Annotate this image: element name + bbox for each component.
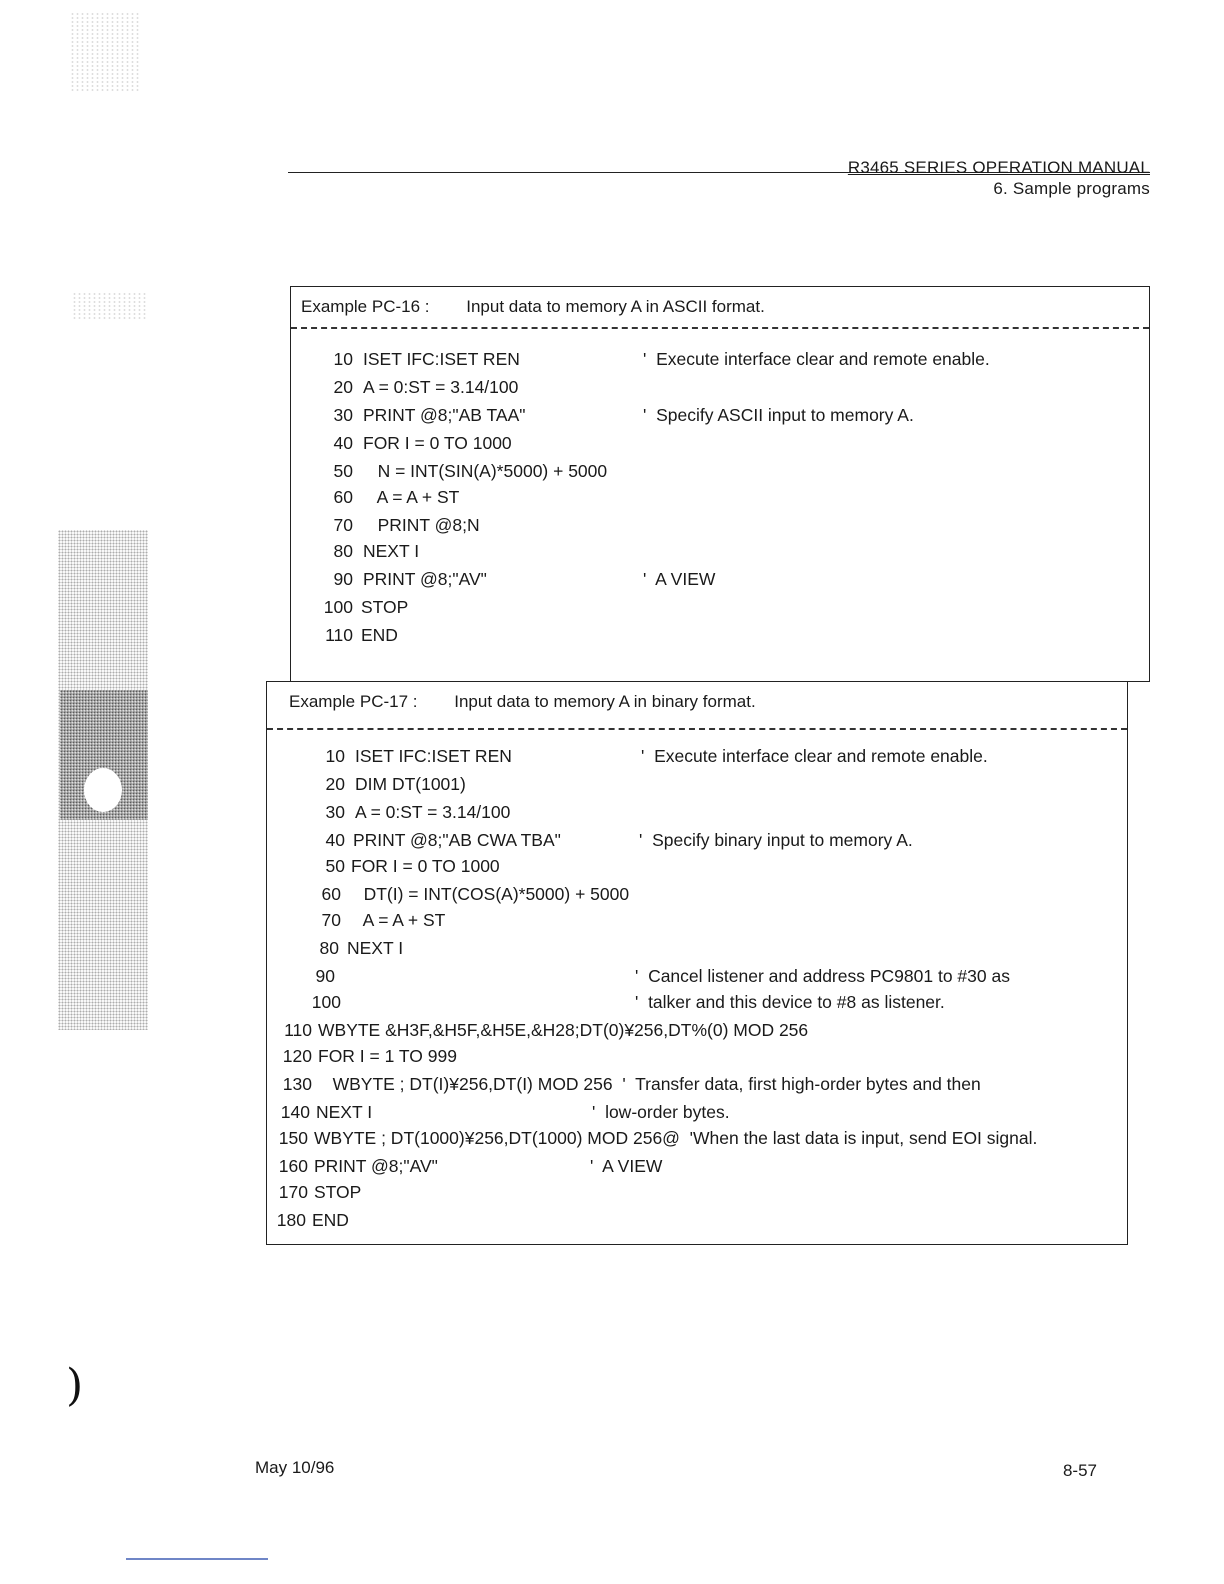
code-statement: STOP [361,597,409,617]
line-number: 90 [333,569,353,589]
code-statement: PRINT @8;N [363,515,480,535]
line-number: 20 [325,774,345,794]
scan-edge-line [126,1558,268,1560]
code-statement: A = 0:ST = 3.14/100 [355,802,511,822]
line-number: 180 [276,1210,306,1230]
manual-title: R3465 SERIES OPERATION MANUAL [847,158,1150,177]
code-statement: PRINT @8;"AB CWA TBA" [353,830,561,850]
example-description: Input data to memory A in binary format. [454,692,756,711]
code-comment: ' Execute interface clear and remote enable. [641,746,988,766]
example-description: Input data to memory A in ASCII format. [466,297,765,316]
code-statement: WBYTE ; DT(1000)¥256,DT(1000) MOD 256@ 'When the last data is input, send EOI signal. [314,1128,1038,1148]
line-number: 20 [333,377,353,397]
scan-speckle [70,12,140,92]
section-title: 6. Sample programs [993,179,1150,198]
line-number: 100 [311,992,341,1012]
code-statement: NEXT I [363,541,420,561]
scan-speckle [72,292,147,320]
code-statement: N = INT(SIN(A)*5000) + 5000 [363,461,608,481]
code-statement: PRINT @8;"AB TAA" [363,405,526,425]
line-number: 80 [319,938,339,958]
example-label: Example PC-16 : [301,297,430,316]
line-number: 60 [333,487,353,507]
example-label: Example PC-17 : [289,692,418,711]
line-number: 60 [321,884,341,904]
line-number: 70 [333,515,353,535]
code-listing [267,682,1127,1244]
code-comment: ' talker and this device to #8 as listener. [635,992,945,1012]
code-statement: FOR I = 0 TO 1000 [351,856,500,876]
code-statement: DIM DT(1001) [355,774,466,794]
code-comment: ' Execute interface clear and remote enable. [643,349,990,369]
line-number: 150 [278,1128,308,1148]
line-number: 80 [333,541,353,561]
code-statement: STOP [314,1182,362,1202]
page-number: 8-57 [1062,1461,1097,1480]
line-number: 30 [333,405,353,425]
code-comment: ' Specify ASCII input to memory A. [643,405,914,425]
line-number: 70 [321,910,341,930]
code-statement: PRINT @8;"AV" [314,1156,438,1176]
code-statement: NEXT I [316,1102,373,1122]
code-comment: ' low-order bytes. [592,1102,730,1122]
footer-date: May 10/96 [255,1458,335,1477]
example-box-pc17 [266,681,1128,1245]
code-statement: FOR I = 1 TO 999 [318,1046,457,1066]
code-statement: END [312,1210,349,1230]
code-statement: ISET IFC:ISET REN [355,746,512,766]
code-statement: PRINT @8;"AV" [363,569,487,589]
line-number: 10 [333,349,353,369]
code-statement: WBYTE ; DT(I)¥256,DT(I) MOD 256 ' Transfer data, first high-order bytes and then [318,1074,981,1094]
code-statement: A = A + ST [349,910,446,930]
line-number: 140 [280,1102,310,1122]
code-comment: ' A VIEW [643,569,716,589]
example-box-pc16 [290,286,1150,682]
code-statement: A = A + ST [363,487,460,507]
binder-clip-mark: ) [66,1360,84,1411]
line-number: 50 [333,461,353,481]
code-statement: FOR I = 0 TO 1000 [363,433,512,453]
line-number: 100 [323,597,353,617]
line-number: 40 [333,433,353,453]
code-statement: ISET IFC:ISET REN [363,349,520,369]
code-statement: DT(I) = INT(COS(A)*5000) + 5000 [349,884,630,904]
line-number: 170 [278,1182,308,1202]
line-number: 50 [325,856,345,876]
line-number: 10 [325,746,345,766]
binder-hole [84,768,122,812]
code-comment: ' Specify binary input to memory A. [639,830,913,850]
line-number: 160 [278,1156,308,1176]
code-comment: ' A VIEW [590,1156,663,1176]
code-statement: A = 0:ST = 3.14/100 [363,377,519,397]
code-statement: NEXT I [347,938,404,958]
line-number: 130 [282,1074,312,1094]
code-listing [291,287,1149,681]
code-statement: WBYTE &H3F,&H5F,&H5E,&H28;DT(0)¥256,DT%(0) MOD 256 [318,1020,809,1040]
code-statement: END [361,625,398,645]
line-number: 110 [284,1020,312,1040]
line-number: 110 [325,625,353,645]
line-number: 40 [325,830,345,850]
line-number: 30 [325,802,345,822]
line-number: 90 [315,966,335,986]
line-number: 120 [282,1046,312,1066]
code-comment: ' Cancel listener and address PC9801 to #30 as [635,966,1010,986]
